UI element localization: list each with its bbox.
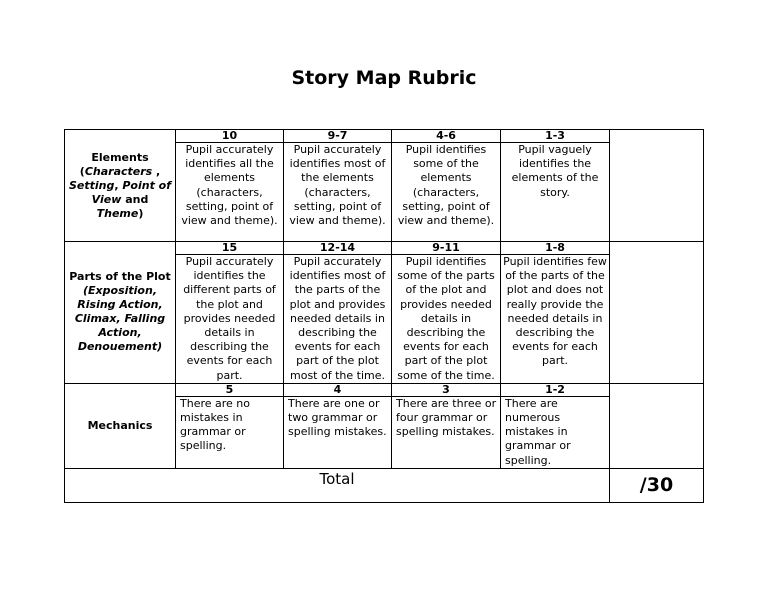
description-cell: Pupil identifies few of the parts of the plot and does not really provide the needed details in describing the events for each part.	[501, 255, 610, 384]
criterion-detail: Climax	[74, 312, 117, 326]
score-header: 4-6	[392, 130, 501, 143]
page-title: Story Map Rubric	[291, 67, 477, 89]
table-row-total	[65, 468, 704, 502]
description-cell: There are no mistakes in grammar or spelling.	[176, 396, 284, 468]
score-header: 1-3	[501, 130, 610, 143]
description-cell: Pupil accurately identifies most of the elements (characters, setting, point of view and theme).	[284, 143, 392, 242]
score-header: 9-7	[284, 130, 392, 143]
score-header: 3	[392, 383, 501, 396]
total-label: Total	[65, 468, 610, 502]
score-header: 10	[176, 130, 284, 143]
table-row-elements	[65, 130, 704, 143]
criterion-cell-elements: Elements (Characters , Setting, Point of View and Theme)	[65, 130, 176, 242]
rubric-table	[64, 129, 704, 503]
criterion-detail: Characters	[84, 164, 153, 178]
description-cell: Pupil accurately identifies most of the parts of the plot and provides needed details in describing the events for each part of the plot most of the time.	[284, 255, 392, 384]
score-header: 1-8	[501, 242, 610, 255]
points-cell	[610, 242, 704, 384]
score-header: 1-2	[501, 383, 610, 396]
description-cell: Pupil identifies some of the elements (characters, setting, point of view and theme).	[392, 143, 501, 242]
description-cell: Pupil accurately identifies all the elements (characters, setting, point of view and theme).	[176, 143, 284, 242]
criterion-detail: Rising Action	[77, 298, 159, 312]
table-row-mechanics	[65, 383, 704, 396]
total-score: /30	[610, 468, 704, 502]
points-cell	[610, 130, 704, 242]
criterion-detail: Theme	[96, 206, 139, 220]
criterion-cell-mechanics	[65, 383, 176, 468]
description-cell: There are three or four grammar or spelling mistakes.	[392, 396, 501, 468]
score-header: 9-11	[392, 242, 501, 255]
score-header: 5	[176, 383, 284, 396]
description-cell: There are numerous mistakes in grammar or spelling.	[501, 396, 610, 468]
criterion-label: Elements	[91, 150, 149, 164]
criterion-detail: Denouement	[77, 340, 158, 354]
points-cell	[610, 383, 704, 468]
description-cell: Pupil identifies some of the parts of the plot and provides needed details in describing the events for each part of the plot some of the time.	[392, 255, 501, 384]
criterion-detail: Point of View	[91, 178, 172, 206]
description-cell: Pupil accurately identifies the different parts of the plot and provides needed details in describing the events for each part.	[176, 255, 284, 384]
criterion-cell-plot: Parts of the Plot (Exposition, Rising Action, Climax, Falling Action, Denouement)	[65, 242, 176, 384]
description-cell: Pupil vaguely identifies the elements of the story.	[501, 143, 610, 242]
criterion-detail: Falling Action	[98, 312, 166, 340]
criterion-detail: Setting	[68, 178, 115, 192]
table-row-plot	[65, 242, 704, 255]
criterion-label: Parts of the Plot	[69, 270, 171, 284]
criterion-detail: Exposition	[88, 284, 153, 298]
score-header: 12-14	[284, 242, 392, 255]
score-header: 15	[176, 242, 284, 255]
score-header: 4	[284, 383, 392, 396]
description-cell: There are one or two grammar or spelling mistakes.	[284, 396, 392, 468]
criterion-label: Mechanics	[87, 418, 153, 432]
